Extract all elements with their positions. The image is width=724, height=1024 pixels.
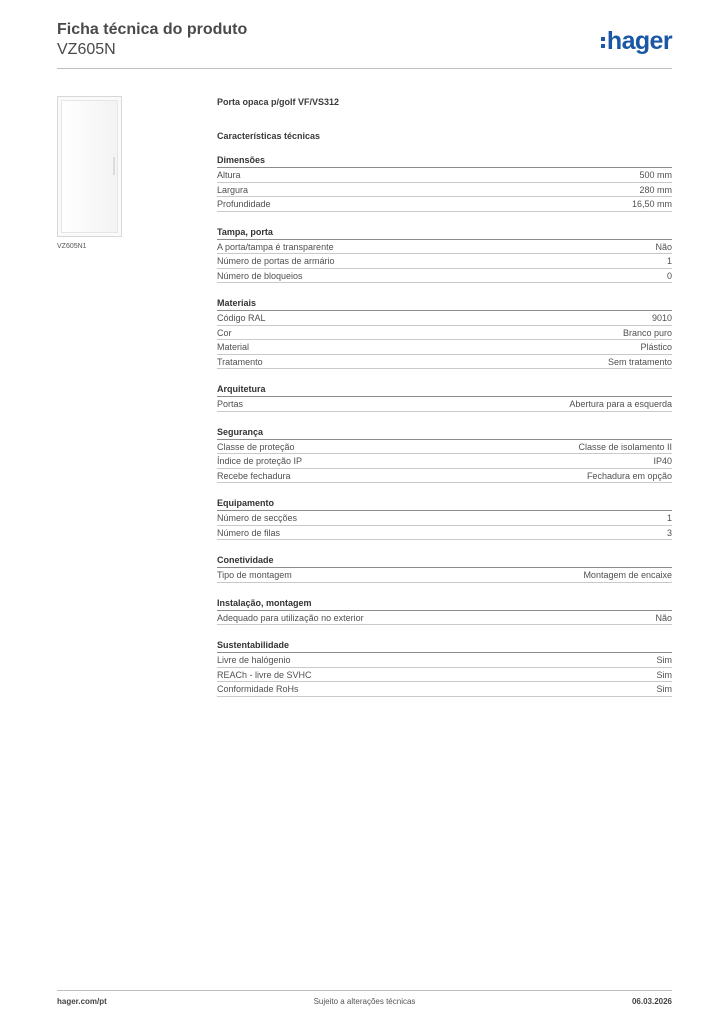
spec-value: Plástico bbox=[640, 342, 672, 352]
spec-section bbox=[217, 226, 672, 284]
section-title: Instalação, montagem bbox=[217, 597, 672, 611]
footer-website: hager.com/pt bbox=[57, 997, 107, 1006]
spec-row bbox=[217, 568, 672, 583]
spec-label: Conformidade RoHs bbox=[217, 684, 299, 694]
spec-label: Altura bbox=[217, 170, 241, 180]
section-title: Conetividade bbox=[217, 554, 672, 568]
spec-value: 500 mm bbox=[639, 170, 672, 180]
spec-value: 3 bbox=[666, 527, 672, 538]
spec-value: Fechadura em opção bbox=[586, 470, 672, 481]
spec-value: 280 mm bbox=[639, 184, 672, 195]
spec-label: Largura bbox=[217, 184, 249, 195]
spec-row bbox=[217, 197, 672, 212]
spec-label: Profundidade bbox=[217, 199, 271, 209]
spec-sections bbox=[217, 154, 672, 697]
spec-row bbox=[217, 397, 672, 412]
logo-text: hager bbox=[606, 27, 672, 55]
spec-value: Sim bbox=[656, 669, 672, 680]
spec-content bbox=[217, 96, 672, 697]
product-name: Porta opaca p/golf VF/VS312 bbox=[217, 97, 340, 107]
spec-value: 0 bbox=[666, 270, 672, 281]
spec-label: Número de portas de armário bbox=[217, 256, 335, 266]
section-title: Segurança bbox=[217, 426, 672, 440]
hager-logo bbox=[601, 27, 672, 55]
spec-label: Cor bbox=[217, 327, 232, 338]
spec-row bbox=[217, 611, 672, 626]
spec-value: IP40 bbox=[653, 456, 672, 466]
spec-section bbox=[217, 154, 672, 212]
door-handle-icon bbox=[113, 157, 115, 175]
spec-label: Número de bloqueios bbox=[217, 270, 303, 281]
spec-label: Tipo de montagem bbox=[217, 570, 292, 580]
page-header bbox=[57, 20, 247, 59]
spec-value: Abertura para a esquerda bbox=[569, 399, 672, 409]
spec-label: REACh - livre de SVHC bbox=[217, 669, 312, 680]
spec-label: Recebe fechadura bbox=[217, 470, 291, 481]
spec-label: Código RAL bbox=[217, 313, 266, 323]
footer-date: 06.03.2026 bbox=[631, 997, 672, 1006]
spec-row bbox=[217, 454, 672, 469]
spec-value: Sim bbox=[656, 655, 672, 665]
door-panel-icon bbox=[61, 100, 118, 233]
spec-section bbox=[217, 383, 672, 412]
spec-label: Portas bbox=[217, 399, 244, 409]
spec-value: Branco puro bbox=[622, 327, 672, 338]
spec-label: Adequado para utilização no exterior bbox=[217, 612, 364, 623]
spec-value: Montagem de encaixe bbox=[583, 570, 672, 580]
spec-row bbox=[217, 511, 672, 526]
logo-dots-icon bbox=[601, 37, 605, 48]
spec-row bbox=[217, 326, 672, 341]
image-caption: VZ605N1 bbox=[57, 243, 87, 250]
spec-section bbox=[217, 597, 672, 626]
spec-value: Não bbox=[655, 241, 672, 252]
spec-value: Classe de isolamento II bbox=[578, 441, 672, 452]
spec-row bbox=[217, 311, 672, 326]
spec-value: 1 bbox=[666, 256, 672, 266]
spec-value: Não bbox=[655, 612, 672, 623]
section-title: Tampa, porta bbox=[217, 226, 672, 240]
spec-row bbox=[217, 526, 672, 541]
product-code: VZ605N bbox=[57, 41, 116, 58]
spec-row bbox=[217, 254, 672, 269]
spec-row bbox=[217, 653, 672, 668]
spec-row bbox=[217, 168, 672, 183]
page-title: Ficha técnica do produto bbox=[57, 21, 248, 38]
spec-value: Sem tratamento bbox=[607, 356, 672, 367]
product-image bbox=[57, 96, 122, 237]
spec-value: 9010 bbox=[651, 313, 672, 323]
spec-value: Sim bbox=[656, 684, 672, 694]
spec-label: Índice de proteção IP bbox=[217, 456, 303, 466]
section-title: Arquitetura bbox=[217, 383, 672, 397]
section-title: Sustentabilidade bbox=[217, 639, 672, 653]
spec-row bbox=[217, 240, 672, 255]
spec-row bbox=[217, 682, 672, 697]
spec-label: Tratamento bbox=[217, 356, 263, 367]
spec-row bbox=[217, 355, 672, 370]
section-title: Equipamento bbox=[217, 497, 672, 511]
spec-label: Número de filas bbox=[217, 527, 281, 538]
spec-label: Livre de halógenio bbox=[217, 655, 291, 665]
spec-section bbox=[217, 426, 672, 484]
tech-characteristics-title: Características técnicas bbox=[217, 131, 321, 141]
spec-row bbox=[217, 668, 672, 683]
spec-row bbox=[217, 269, 672, 284]
spec-row bbox=[217, 469, 672, 484]
footer-note: Sujeito a alterações técnicas bbox=[313, 997, 416, 1006]
spec-section bbox=[217, 639, 672, 697]
spec-section bbox=[217, 554, 672, 583]
spec-label: Classe de proteção bbox=[217, 441, 295, 452]
spec-label: Material bbox=[217, 342, 250, 352]
header-divider bbox=[57, 68, 672, 69]
section-title: Dimensões bbox=[217, 154, 672, 168]
section-title: Materiais bbox=[217, 297, 672, 311]
spec-section bbox=[217, 297, 672, 369]
spec-row bbox=[217, 440, 672, 455]
spec-row bbox=[217, 183, 672, 198]
spec-section bbox=[217, 497, 672, 540]
spec-row bbox=[217, 340, 672, 355]
spec-label: A porta/tampa é transparente bbox=[217, 241, 334, 252]
footer-divider bbox=[57, 990, 672, 991]
spec-value: 16,50 mm bbox=[631, 199, 672, 209]
spec-value: 1 bbox=[666, 513, 672, 523]
spec-label: Número de secções bbox=[217, 513, 298, 523]
